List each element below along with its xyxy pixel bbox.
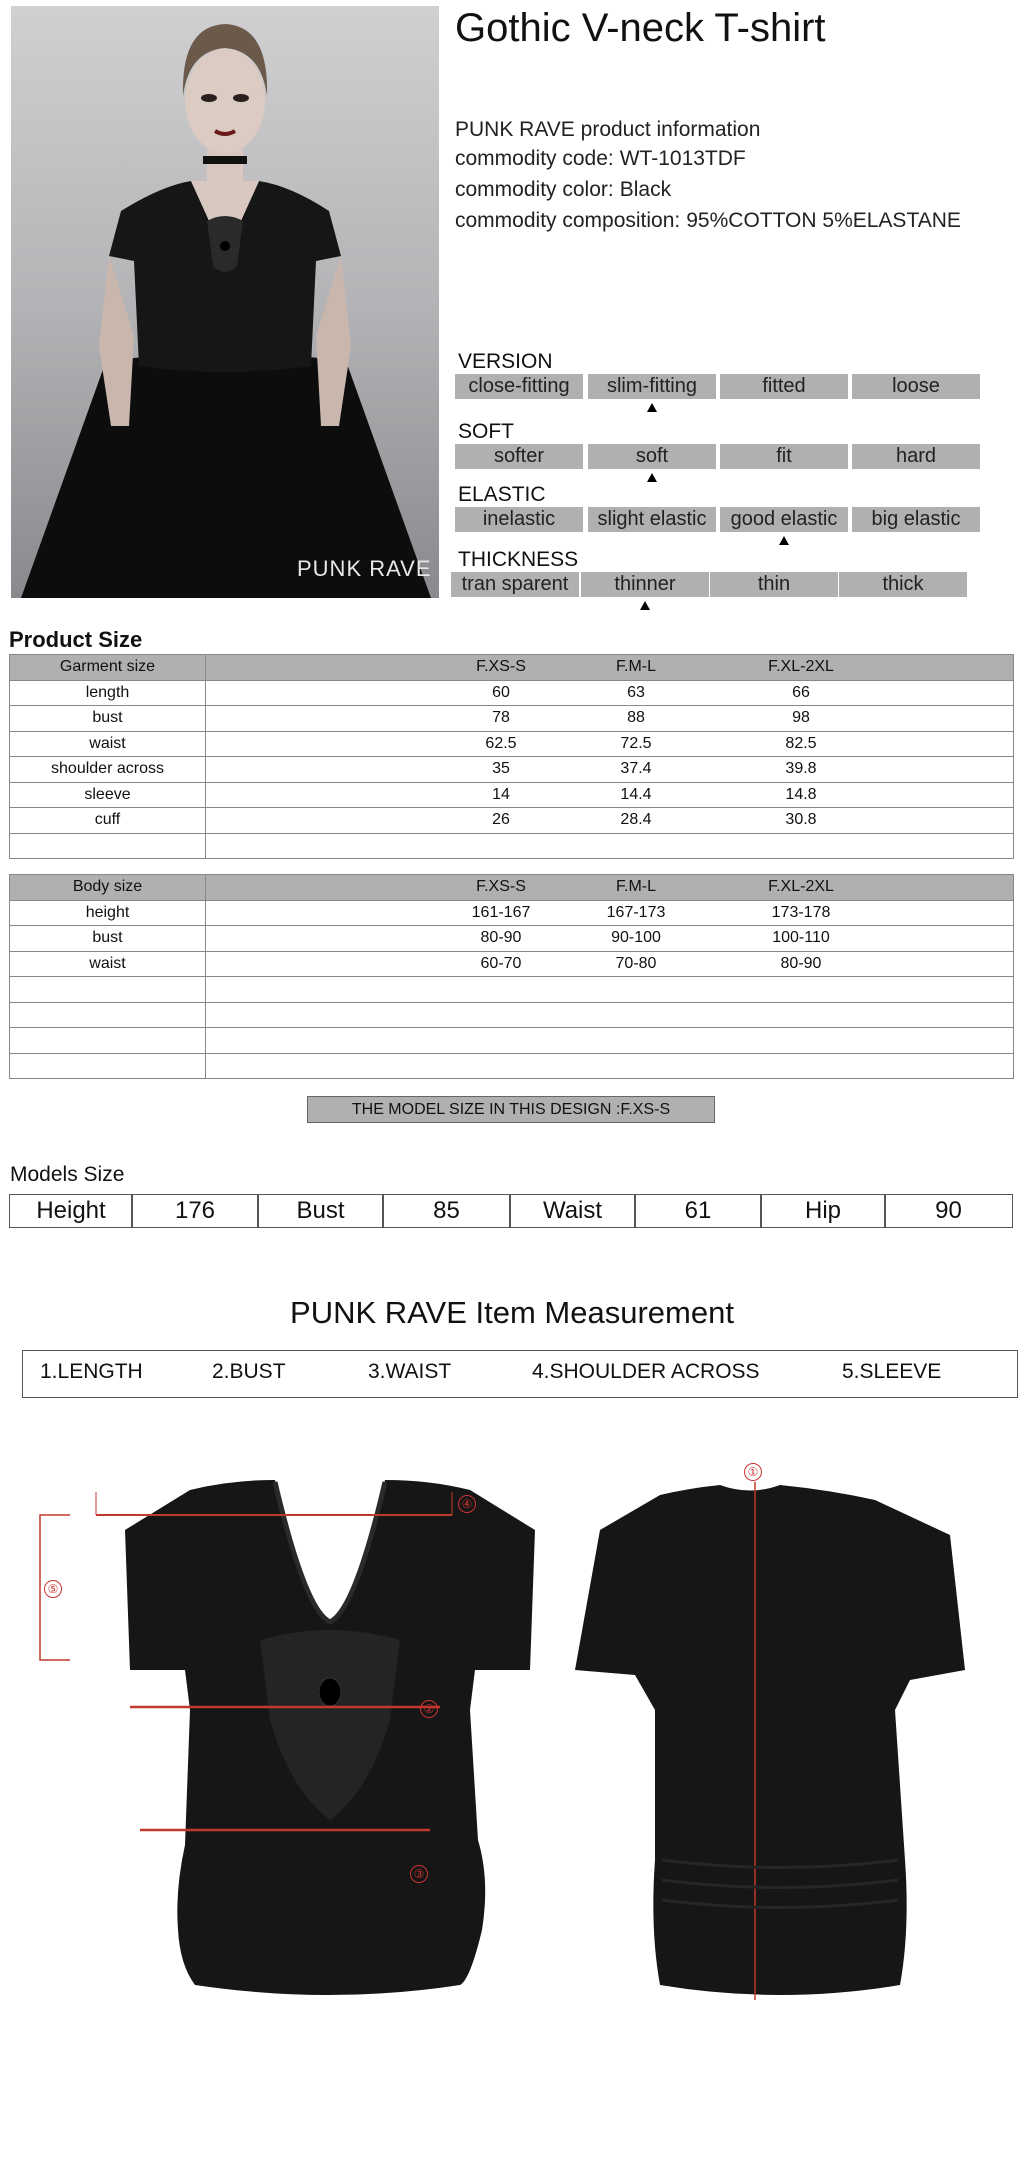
- table-cell: 14: [492, 785, 510, 803]
- table-row: [10, 680, 1014, 706]
- selected-marker-icon: [640, 601, 650, 610]
- table-cell: 90-100: [611, 929, 661, 947]
- attr-option: good elastic: [720, 507, 848, 532]
- model-measure-value: 176: [131, 1194, 259, 1228]
- row-label: [10, 1053, 206, 1079]
- table-cell: 26: [492, 811, 510, 829]
- model-measure-label: Hip: [760, 1194, 886, 1228]
- row-label: [10, 833, 206, 859]
- attr-option: close-fitting: [455, 374, 583, 399]
- measurement-item: 2.BUST: [212, 1360, 286, 1383]
- row-values: [206, 926, 1014, 952]
- header-cell: [206, 875, 1014, 901]
- row-values: [206, 782, 1014, 808]
- attr-option: thinner: [581, 572, 709, 597]
- model-measure-value: 85: [382, 1194, 511, 1228]
- row-values: [206, 808, 1014, 834]
- table-cell: 80-90: [480, 929, 522, 947]
- table-row: [10, 731, 1014, 757]
- attr-option: slight elastic: [588, 507, 716, 532]
- table-cell: 88: [627, 709, 645, 727]
- table-row: [10, 1028, 1014, 1054]
- row-values: [206, 680, 1014, 706]
- table-row: [10, 808, 1014, 834]
- attr-option: thin: [710, 572, 838, 597]
- row-values: [206, 757, 1014, 783]
- model-illustration: [11, 6, 439, 598]
- selected-marker-icon: [647, 473, 657, 482]
- table-cell: 37.4: [620, 760, 652, 778]
- row-values: [206, 900, 1014, 926]
- table-cell: 72.5: [620, 734, 652, 752]
- header-cell: Body size: [10, 875, 206, 901]
- table-row: [10, 977, 1014, 1003]
- selected-marker-icon: [647, 403, 657, 412]
- attr-option: big elastic: [852, 507, 980, 532]
- table-cell: 30.8: [785, 811, 817, 829]
- row-label: [10, 1028, 206, 1054]
- row-values: [206, 977, 1014, 1003]
- attr-option: tran sparent: [451, 572, 579, 597]
- attr-heading: THICKNESS: [458, 548, 579, 571]
- table-cell: 98: [792, 709, 810, 727]
- garment-size-table: [9, 654, 1014, 859]
- table-cell: 14.4: [620, 785, 652, 803]
- row-label: cuff: [10, 808, 206, 834]
- size-label: F.XL-2XL: [768, 878, 834, 896]
- measure-marker-3: ③: [410, 1865, 428, 1883]
- attr-option: hard: [852, 444, 980, 469]
- attr-heading: ELASTIC: [458, 483, 546, 506]
- body-size-table: [9, 874, 1014, 1079]
- header-cell: [206, 655, 1014, 681]
- row-values: [206, 731, 1014, 757]
- table-cell: 66: [792, 683, 810, 701]
- measure-marker-1: ①: [744, 1463, 762, 1481]
- table-cell: 82.5: [785, 734, 817, 752]
- row-values: [206, 1002, 1014, 1028]
- watermark-text: PUNK RAVE: [297, 556, 432, 581]
- attr-option: loose: [852, 374, 980, 399]
- attr-option: fit: [720, 444, 848, 469]
- measure-marker-5: ⑤: [44, 1580, 62, 1598]
- attr-option: soft: [588, 444, 716, 469]
- selected-marker-icon: [779, 536, 789, 545]
- table-row: [10, 926, 1014, 952]
- size-label: F.M-L: [616, 658, 656, 676]
- row-values: [206, 1028, 1014, 1054]
- table-cell: 62.5: [485, 734, 517, 752]
- attr-heading: VERSION: [458, 350, 553, 373]
- row-label: bust: [10, 926, 206, 952]
- attr-option: fitted: [720, 374, 848, 399]
- table-cell: 167-173: [606, 903, 666, 921]
- measurement-item: 5.SLEEVE: [842, 1360, 942, 1383]
- code-value: WT-1013TDF: [619, 147, 746, 170]
- table-cell: 78: [492, 709, 510, 727]
- table-cell: 14.8: [785, 785, 817, 803]
- table-row: [10, 900, 1014, 926]
- model-measure-value: 90: [884, 1194, 1013, 1228]
- table-row: [10, 951, 1014, 977]
- commodity-code: [455, 147, 746, 171]
- attr-heading: SOFT: [458, 420, 514, 443]
- back-view: [575, 1482, 965, 2000]
- composition-value: 95%COTTON 5%ELASTANE: [686, 209, 961, 232]
- row-label: length: [10, 680, 206, 706]
- garment-diagram: [30, 1460, 1010, 2080]
- row-label: bust: [10, 706, 206, 732]
- back-shirt-shape: [575, 1485, 965, 1995]
- row-values: [206, 951, 1014, 977]
- table-row: [10, 833, 1014, 859]
- color-label: commodity color:: [455, 178, 614, 201]
- model-measure-label: Waist: [509, 1194, 636, 1228]
- table-cell: 63: [627, 683, 645, 701]
- code-label: commodity code:: [455, 147, 614, 170]
- measure-marker-2: ②: [420, 1700, 438, 1718]
- page-title: Gothic V-neck T-shirt: [455, 6, 826, 50]
- model-measure-label: Height: [9, 1194, 133, 1228]
- table-cell: 70-80: [615, 954, 657, 972]
- table-header-row: [10, 875, 1014, 901]
- measurement-item: 1.LENGTH: [40, 1360, 143, 1383]
- table-row: [10, 1002, 1014, 1028]
- measurement-title: PUNK RAVE Item Measurement: [290, 1295, 734, 1330]
- row-label: shoulder across: [10, 757, 206, 783]
- row-values: [206, 1053, 1014, 1079]
- row-label: sleeve: [10, 782, 206, 808]
- model-measure-value: 61: [634, 1194, 762, 1228]
- models-size-title: Models Size: [10, 1163, 125, 1186]
- measurement-item: 4.SHOULDER ACROSS: [532, 1360, 760, 1383]
- row-label: height: [10, 900, 206, 926]
- header-cell: Garment size: [10, 655, 206, 681]
- table-row: [10, 1053, 1014, 1079]
- table-cell: 173-178: [771, 903, 831, 921]
- table-cell: 35: [492, 760, 510, 778]
- table-cell: 60-70: [480, 954, 522, 972]
- row-label: waist: [10, 951, 206, 977]
- commodity-composition: [455, 209, 961, 233]
- table-row: [10, 706, 1014, 732]
- model-size-note: THE MODEL SIZE IN THIS DESIGN :F.XS-S: [307, 1096, 715, 1123]
- product-size-title: Product Size: [9, 627, 143, 652]
- size-label: F.M-L: [616, 878, 656, 896]
- table-cell: 39.8: [785, 760, 817, 778]
- commodity-color: [455, 178, 671, 202]
- table-header-row: [10, 655, 1014, 681]
- attr-option: inelastic: [455, 507, 583, 532]
- table-cell: 161-167: [471, 903, 531, 921]
- row-label: [10, 977, 206, 1003]
- measurement-item: 3.WAIST: [368, 1360, 452, 1383]
- front-view: [40, 1480, 535, 1995]
- table-cell: 28.4: [620, 811, 652, 829]
- table-cell: 100-110: [772, 929, 830, 947]
- color-value: Black: [619, 178, 672, 201]
- measure-marker-4: ④: [458, 1495, 476, 1513]
- size-label: F.XS-S: [476, 878, 526, 896]
- table-cell: 60: [492, 683, 510, 701]
- attr-option: thick: [839, 572, 967, 597]
- row-values: [206, 706, 1014, 732]
- size-label: F.XS-S: [476, 658, 526, 676]
- brand-line: PUNK RAVE product information: [455, 118, 761, 141]
- row-label: waist: [10, 731, 206, 757]
- table-row: [10, 757, 1014, 783]
- table-row: [10, 782, 1014, 808]
- table-cell: 80-90: [780, 954, 822, 972]
- model-measure-label: Bust: [257, 1194, 384, 1228]
- row-label: [10, 1002, 206, 1028]
- row-values: [206, 833, 1014, 859]
- size-label: F.XL-2XL: [768, 658, 834, 676]
- attr-option: softer: [455, 444, 583, 469]
- product-photo: [11, 6, 439, 598]
- composition-label: commodity composition:: [455, 209, 681, 232]
- attr-option: slim-fitting: [588, 374, 716, 399]
